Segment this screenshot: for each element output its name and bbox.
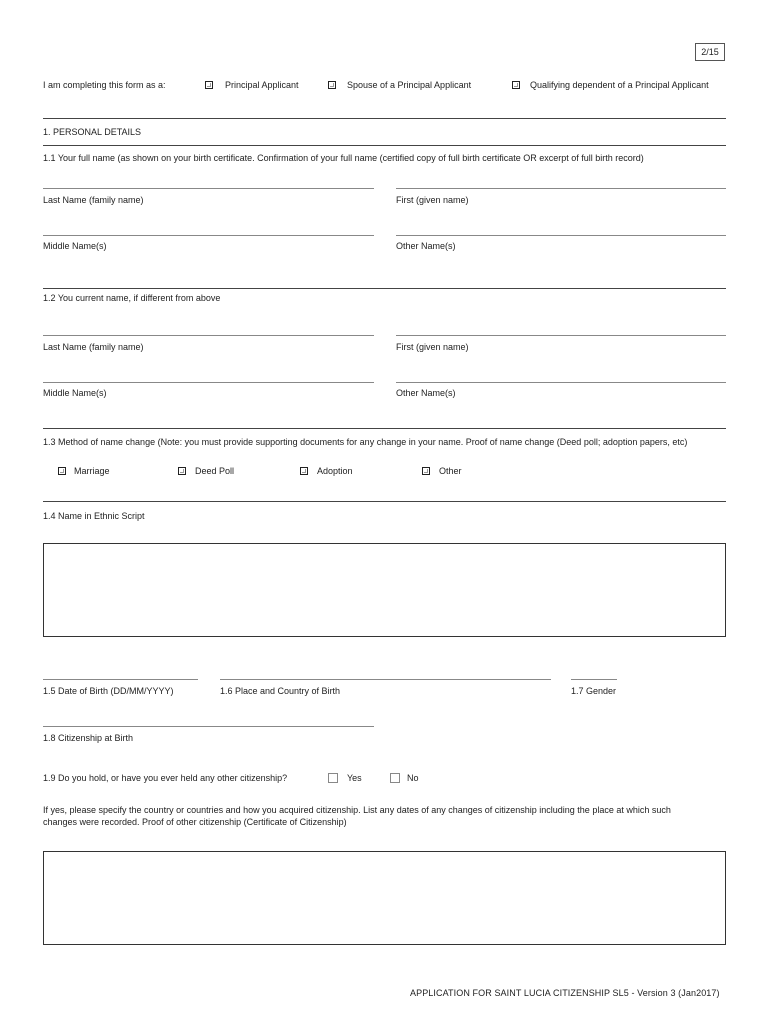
yes-checkbox[interactable] xyxy=(328,773,338,783)
place-of-birth-label: 1.6 Place and Country of Birth xyxy=(220,686,341,696)
divider xyxy=(43,288,726,289)
page-number: 2/15 xyxy=(695,43,725,61)
if-yes-instructions-line2: changes were recorded. Proof of other citizenship (Certificate of Citizenship) xyxy=(43,817,347,827)
last-name-label: Last Name (family name) xyxy=(43,195,144,205)
yes-label: Yes xyxy=(347,773,362,783)
citizenship-at-birth-label: 1.8 Citizenship at Birth xyxy=(43,733,134,743)
gender-label: 1.7 Gender xyxy=(571,686,617,696)
no-checkbox[interactable] xyxy=(390,773,400,783)
other-label: Other xyxy=(439,466,462,476)
q1-9-label: 1.9 Do you hold, or have you ever held any other citizenship? xyxy=(43,773,288,783)
current-last-name-label: Last Name (family name) xyxy=(43,342,144,352)
current-other-names-label: Other Name(s) xyxy=(396,388,456,398)
section-title: 1. PERSONAL DETAILS xyxy=(43,127,142,137)
deed-poll-checkbox[interactable] xyxy=(178,467,186,475)
divider xyxy=(43,501,726,502)
footer-text: APPLICATION FOR SAINT LUCIA CITIZENSHIP SL5 - Version 3 (Jan2017) xyxy=(410,988,720,998)
qualifying-dependent-checkbox[interactable] xyxy=(512,81,520,89)
deed-poll-label: Deed Poll xyxy=(195,466,235,476)
marriage-checkbox[interactable] xyxy=(58,467,66,475)
middle-name-label: Middle Name(s) xyxy=(43,241,107,251)
q1-4-label: 1.4 Name in Ethnic Script xyxy=(43,511,145,521)
no-label: No xyxy=(407,773,419,783)
other-checkbox[interactable] xyxy=(422,467,430,475)
date-of-birth-field[interactable] xyxy=(43,679,198,680)
current-last-name-field[interactable] xyxy=(43,335,374,336)
divider xyxy=(43,145,726,146)
completing-as-label: I am completing this form as a: xyxy=(43,80,166,90)
divider xyxy=(43,118,726,119)
middle-name-field[interactable] xyxy=(43,235,374,236)
spouse-checkbox[interactable] xyxy=(328,81,336,89)
current-middle-name-field[interactable] xyxy=(43,382,374,383)
other-names-label: Other Name(s) xyxy=(396,241,456,251)
first-name-label: First (given name) xyxy=(396,195,469,205)
adoption-checkbox[interactable] xyxy=(300,467,308,475)
ethnic-script-textarea[interactable] xyxy=(43,543,726,637)
qualifying-dependent-label: Qualifying dependent of a Principal Applicant xyxy=(530,80,709,90)
gender-field[interactable] xyxy=(571,679,617,680)
current-first-name-label: First (given name) xyxy=(396,342,469,352)
q1-2-label: 1.2 You current name, if different from above xyxy=(43,293,221,303)
place-of-birth-field[interactable] xyxy=(220,679,551,680)
marriage-label: Marriage xyxy=(74,466,110,476)
other-citizenship-textarea[interactable] xyxy=(43,851,726,945)
current-other-names-field[interactable] xyxy=(396,382,726,383)
divider xyxy=(43,428,726,429)
other-names-field[interactable] xyxy=(396,235,726,236)
first-name-field[interactable] xyxy=(396,188,726,189)
current-middle-name-label: Middle Name(s) xyxy=(43,388,107,398)
current-first-name-field[interactable] xyxy=(396,335,726,336)
if-yes-instructions-line1: If yes, please specify the country or countries and how you acquired citizenship. List any dates of any changes of citizenship including the place at which such xyxy=(43,805,671,815)
adoption-label: Adoption xyxy=(317,466,353,476)
principal-applicant-label: Principal Applicant xyxy=(225,80,299,90)
spouse-label: Spouse of a Principal Applicant xyxy=(347,80,472,90)
q1-3-label: 1.3 Method of name change (Note: you must provide supporting documents for any change in your name. Proof of name change (Deed poll; adoption papers, etc) xyxy=(43,437,688,447)
citizenship-at-birth-field[interactable] xyxy=(43,726,374,727)
principal-applicant-checkbox[interactable] xyxy=(205,81,213,89)
date-of-birth-label: 1.5 Date of Birth (DD/MM/YYYY) xyxy=(43,686,174,696)
last-name-field[interactable] xyxy=(43,188,374,189)
q1-1-label: 1.1 Your full name (as shown on your birth certificate. Confirmation of your full name (certified copy of full birth certificate OR excerpt of full birth record) xyxy=(43,153,644,163)
